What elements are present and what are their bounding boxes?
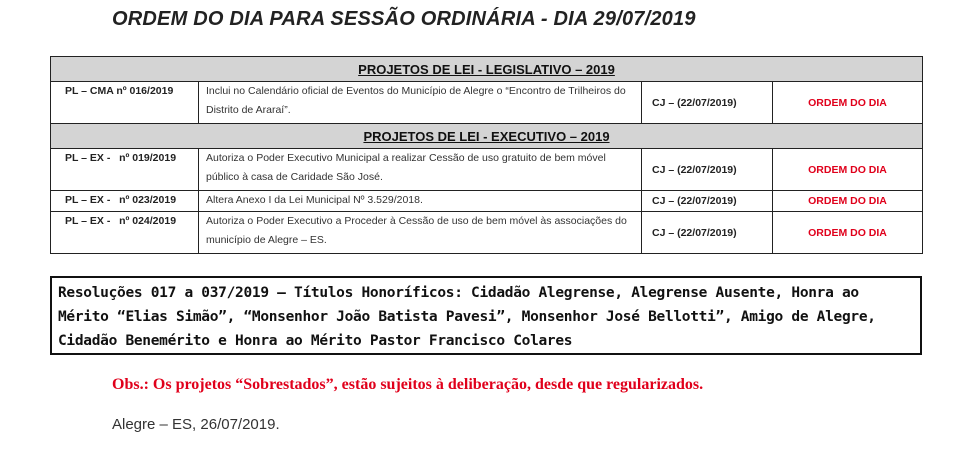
status-badge: ORDEM DO DIA (773, 212, 923, 254)
project-description: Inclui no Calendário oficial de Eventos do Município de Alegre o “Encontro de Trilheiros do Distrito de Araraí”. (199, 82, 642, 124)
table-row (51, 191, 923, 212)
location-date: Alegre – ES, 26/07/2019. (112, 416, 280, 433)
project-code: PL – EX - nº 024/2019 (51, 212, 199, 254)
status-badge: ORDEM DO DIA (773, 149, 923, 191)
section-heading: PROJETOS DE LEI - EXECUTIVO – 2019 (51, 124, 923, 149)
committee-date: CJ – (22/07/2019) (642, 82, 773, 124)
committee-date: CJ – (22/07/2019) (642, 149, 773, 191)
project-code: PL – EX - nº 023/2019 (51, 191, 199, 212)
status-badge: ORDEM DO DIA (773, 191, 923, 212)
project-code: PL – EX - nº 019/2019 (51, 149, 199, 191)
table-row (51, 82, 923, 124)
committee-date: CJ – (22/07/2019) (642, 212, 773, 254)
agenda-table (50, 56, 923, 254)
section-header-executivo (51, 124, 923, 149)
table-row (51, 149, 923, 191)
section-header-legislativo (51, 57, 923, 82)
resolutions-box: Resoluções 017 a 037/2019 – Títulos Honoríficos: Cidadão Alegrense, Alegrense Ausente, Honra ao Mérito “Elias Simão”, “Monsenhor João Batista Pavesi”, Monsenhor José Bellotti”, Amigo de Alegre, Cidadão Benemérito e Honra ao Mérito Pastor Francisco Colares (50, 276, 922, 355)
section-heading: PROJETOS DE LEI - LEGISLATIVO – 2019 (51, 57, 923, 82)
committee-date: CJ – (22/07/2019) (642, 191, 773, 212)
status-badge: ORDEM DO DIA (773, 82, 923, 124)
page-title: ORDEM DO DIA PARA SESSÃO ORDINÁRIA - DIA 29/07/2019 (112, 8, 696, 30)
project-description: Autoriza o Poder Executivo Municipal a realizar Cessão de uso gratuito de bem móvel público à casa de Caridade São José. (199, 149, 642, 191)
project-code: PL – CMA nº 016/2019 (51, 82, 199, 124)
project-description: Autoriza o Poder Executivo a Proceder à Cessão de uso de bem móvel às associações do município de Alegre – ES. (199, 212, 642, 254)
project-description: Altera Anexo I da Lei Municipal Nº 3.529/2018. (199, 191, 642, 212)
observation-note: Obs.: Os projetos “Sobrestados”, estão sujeitos à deliberação, desde que regularizados. (112, 376, 704, 393)
table-row (51, 212, 923, 254)
